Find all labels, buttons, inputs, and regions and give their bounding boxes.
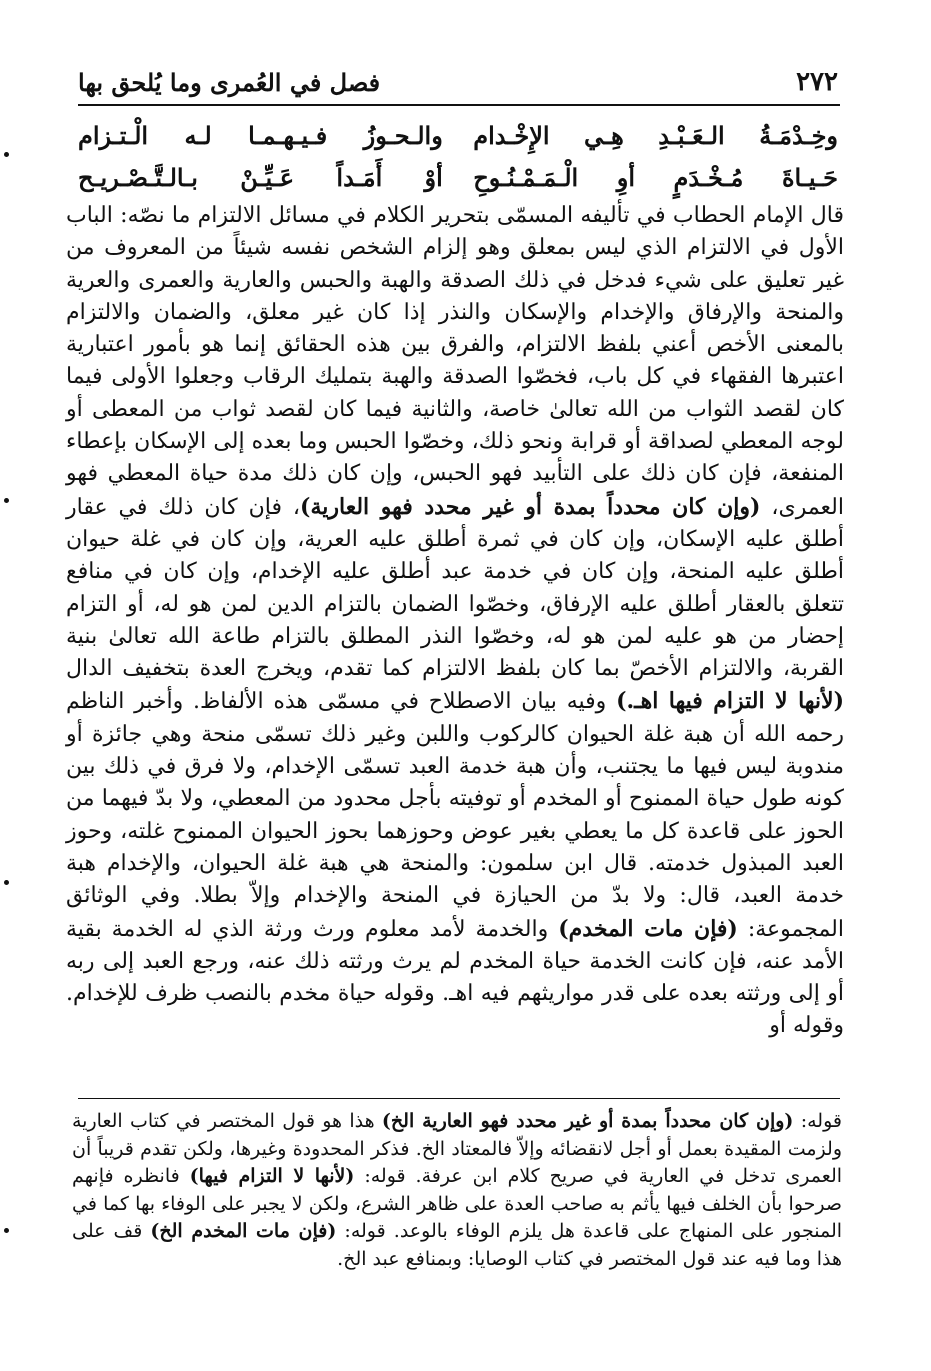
verse-right-hemistich: حَـيـاةَ مُـخْـدَمٍ أوِ الْـمَـمْـنُـوحِ <box>473 162 838 192</box>
body-bold-quote: (وإن كان محدداً بمدة أو غير محدد فهو العارية) <box>300 493 761 520</box>
verse-line <box>78 156 838 198</box>
body-text-segment: ، فإن كان ذلك في عقار أطلق عليه الإسكان، وإن كان في ثمرة أطلق عليه العرية، وإن كان في غلة حيوان أطلق عليه المنحة، وإن كان في خدمة عبد أطلق عليه الإخدام، وإن كان في منافع تتعلق بالعقار أطلق عليه الإرفاق، وخصّوا الضمان بالتزام الدين لمن هو له، أو التزام إحضار من هو عليه لمن هو له، وخصّوا النذر المطلق بالتزام طاعة الله تعالىٰ بنية القربة، والالتزام الأخصّ بما كان بلفظ الالتزام كما تقدم، ويخرج العدة بتخفيف الدال <box>66 494 844 682</box>
footnote-bold-quote: (فإن مات المخدم الخ) <box>150 1220 337 1242</box>
body-bold-quote: (لأنها لا التزام فيها اهـ.) <box>616 688 844 715</box>
verse-left-hemistich: أوْ أَمَـداً عَـيِّـنْ بـالـتَّـصْـريـح <box>78 162 443 192</box>
footnote-bold-quote: (وإن كان محدداً بمدة أو غير محدد فهو العارية الخ) <box>381 1110 794 1132</box>
footnote-rule <box>78 1098 840 1099</box>
footnote-block <box>72 1108 842 1273</box>
header-rule <box>78 104 840 106</box>
verse-left-hemistich: والـحـوزُ فـيـهـمـا لـه الْـتـزام <box>78 120 443 150</box>
margin-mark <box>4 1228 9 1233</box>
margin-mark <box>4 152 9 157</box>
commentary-paragraph <box>66 200 844 1043</box>
page-number: ٢٧٢ <box>796 67 838 97</box>
commentary-body <box>66 200 844 1043</box>
margin-mark <box>4 498 9 503</box>
footnote-bold-quote: (لأنها لا التزام فيها) <box>189 1165 355 1187</box>
margin-mark <box>4 880 9 885</box>
body-text-segment: قال الإمام الحطاب في تأليفه المسمّى بتحرير الكلام في مسائل الالتزام ما نصّه: الباب الأول في الالتزام الذي ليس بمعلق وهو إلزام الشخص نفسه شيئاً من المعروف من غير تعليق على شيء فدخل في ذلك الصدقة والهبة والحبس والعارية والعمرى والعرية والمنحة والإرفاق والإخدام والإسكان والنذر إذا كان غير معلق، والضمان والالتزام بالمعنى الأخص أعني بلفظ الالتزام، والفرق بين هذه الحقائق إنما هو بأمور اعتبارية اعتبرها الفقهاء في كل باب، فخصّوا الصدقة والهبة بتمليك الرقاب وجعلوا الأولى فيما كان لقصد الثواب من الله تعالىٰ خاصة، والثانية فيما كان لقصد ثواب من المعطى أو لوجه المعطي لصداقة أو قرابة ونحو ذلك، وخصّوا الحبس وما بعده إلى الإسكان بإعطاء المنفعة، فإن كان ذلك على التأبيد فهو الحبس، وإن كان ذلك مدة حياة المعطي فهو العمرى، <box>66 203 844 520</box>
footnote-text-segment: قوله: <box>793 1110 842 1132</box>
verse-line <box>78 114 838 156</box>
body-text-segment: وفيه بيان الاصطلاح في مسمّى هذه الألفاظ. وأخبر الناظم رحمه الله أن هبة غلة الحيوان كالركوب واللبن وغير ذلك تسمّى منحة وهي جائزة أو مندوبة ليس فيها ما يجتنب، وأن هبة خدمة العبد تسمّى الإخدام، ولا فرق في ذلك بين كونه طول حياة الممنوح أو المخدم أو توفيته بأجل محدود من المعطي، ولا بدّ فيهما من الحوز على قاعدة كل ما يعطي بغير عوض وحوزهما بحوز الحيوان الممنوح غلته، وحوز العبد المبذول خدمته. قال ابن سلمون: والمنحة هي هبة غلة الحيوان، والإخدام هبة خدمة العبد، قال: ولا بدّ من الحيازة في المنحة والإخدام وإلاّ بطلا. وفي الوثائق المجموعة: <box>66 689 844 942</box>
body-text-segment: والخدمة لأمد معلوم ورث ورثة الذي له الخدمة بقية الأمد عنه، فإن كانت الخدمة حياة المخدم لم يرث ورثته ذلك عنه، ورجع العبد إلى ربه أو إلى ورثته بعده على قدر مواريثهم فيه اهـ. وقوله حياة مخدم بالنصب ظرف للإخدام. وقوله أو <box>66 916 844 1039</box>
footnote-text-segment: فانظره فإنهم صرحوا بأن الخلف فيها يأثم به صاحب العدة على ظاهر الشرع، ولكن لا يجبر على الوفاء بها كما في المنجور على المنهاج على قاعدة هل يلزم الوفاء بالوعد. قوله: <box>72 1165 843 1242</box>
footnote-paragraph <box>72 1108 842 1273</box>
verse-right-hemistich: وخِـدْمَـةُ الـعَـبْـدِ هِـي الإِخْـدام <box>473 120 838 150</box>
footnote-text-segment: قف على هذا وما فيه عند قول المختصر في كتاب الوصايا: وبمنافع عبد الخ. <box>72 1220 842 1270</box>
body-bold-quote: (فإن مات المخدم) <box>558 915 738 942</box>
verse-block <box>78 114 838 198</box>
page-header <box>78 64 838 100</box>
running-title: فصل في العُمرى وما يُلحق بها <box>78 67 381 97</box>
footnote-text-segment: هذا هو قول المختصر في كتاب العارية ولزمت المقيدة بعمل أو أجل لانقضائه وإلاّ فالمعتاد الخ. فذكر المحدودة وغيرها، ولكن تقدم قريباً أن العمرى تدخل في العارية في صريح كلام ابن عرفة. قوله: <box>72 1110 843 1187</box>
